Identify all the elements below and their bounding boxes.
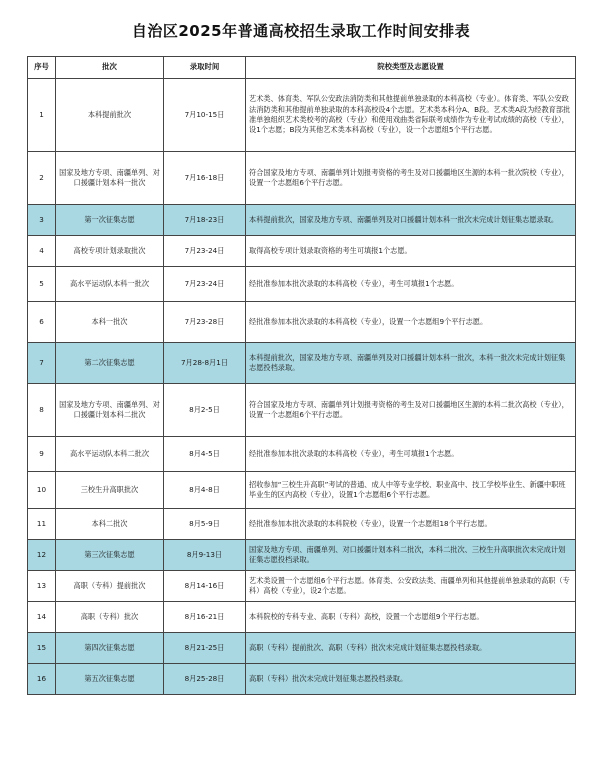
table-row-highlighted bbox=[28, 343, 576, 384]
row-batch: 国家及地方专项、南疆单列、对口援疆计划本科一批次 bbox=[56, 152, 164, 205]
row-batch: 第三次征集志愿 bbox=[56, 540, 164, 571]
document-title: 自治区2025年普通高校招生录取工作时间安排表 bbox=[131, 22, 471, 40]
row-batch: 第一次征集志愿 bbox=[56, 205, 164, 236]
row-time: 8月21-25日 bbox=[164, 633, 246, 664]
row-desc: 艺术类设置一个志愿组6个平行志愿。体育类、公安政法类、南疆单列和其他提前单独录取的高职（专科）高校（专业），设2个志愿。 bbox=[246, 571, 576, 602]
row-time: 7月23-24日 bbox=[164, 236, 246, 267]
row-time: 7月18-23日 bbox=[164, 205, 246, 236]
row-time: 8月5-9日 bbox=[164, 509, 246, 540]
row-time: 8月4-8日 bbox=[164, 472, 246, 509]
table-row-highlighted bbox=[28, 540, 576, 571]
table-row bbox=[28, 236, 576, 267]
row-batch: 第二次征集志愿 bbox=[56, 343, 164, 384]
row-desc: 符合国家及地方专项、南疆单列计划报考资格的考生及对口援疆地区生源的本科二批次高校（专业），设置一个志愿组6个平行志愿。 bbox=[246, 384, 576, 437]
table-header-row bbox=[28, 57, 576, 79]
row-time: 7月23-24日 bbox=[164, 267, 246, 302]
table-row bbox=[28, 152, 576, 205]
row-batch: 三校生升高职批次 bbox=[56, 472, 164, 509]
row-batch: 本科提前批次 bbox=[56, 79, 164, 152]
row-seq: 2 bbox=[28, 152, 56, 205]
row-desc: 取得高校专项计划录取资格的考生可填报1个志愿。 bbox=[246, 236, 576, 267]
row-seq: 15 bbox=[28, 633, 56, 664]
row-seq: 6 bbox=[28, 302, 56, 343]
row-batch: 第五次征集志愿 bbox=[56, 664, 164, 695]
table-row bbox=[28, 302, 576, 343]
table-row bbox=[28, 571, 576, 602]
header-seq: 序号 bbox=[28, 57, 56, 79]
row-time: 8月14-16日 bbox=[164, 571, 246, 602]
row-seq: 5 bbox=[28, 267, 56, 302]
row-seq: 8 bbox=[28, 384, 56, 437]
row-seq: 14 bbox=[28, 602, 56, 633]
row-batch: 高职（专科）提前批次 bbox=[56, 571, 164, 602]
header-desc: 院校类型及志愿设置 bbox=[246, 57, 576, 79]
row-time: 8月4-5日 bbox=[164, 437, 246, 472]
header-time: 录取时间 bbox=[164, 57, 246, 79]
table-row bbox=[28, 602, 576, 633]
row-desc: 高职（专科）批次未完成计划征集志愿投档录取。 bbox=[246, 664, 576, 695]
row-batch: 高校专项计划录取批次 bbox=[56, 236, 164, 267]
row-batch: 高水平运动队本科二批次 bbox=[56, 437, 164, 472]
row-desc: 艺术类、体育类、军队公安政法消防类和其他提前单独录取的本科高校（专业）。体育类、军队公安政法消防类和其他提前单独录取的本科高校设4个志愿。艺术类本科分A、B段。艺术类A段为经教育部批准单独组织艺术类校考的高校（专业）和使用戏曲类省际联考成绩作为专业考试成绩的高校（专业），设1个志愿；B段为其他艺术类本科高校（专业），设一个志愿组5个平行志愿。 bbox=[246, 79, 576, 152]
schedule-table bbox=[27, 56, 576, 695]
row-time: 8月25-28日 bbox=[164, 664, 246, 695]
row-desc: 经批准参加本批次录取的本科高校（专业），考生可填报1个志愿。 bbox=[246, 437, 576, 472]
table-row bbox=[28, 384, 576, 437]
row-seq: 9 bbox=[28, 437, 56, 472]
row-desc: 高职（专科）提前批次、高职（专科）批次未完成计划征集志愿投档录取。 bbox=[246, 633, 576, 664]
row-time: 7月28-8月1日 bbox=[164, 343, 246, 384]
row-batch: 本科一批次 bbox=[56, 302, 164, 343]
row-desc: 经批准参加本批次录取的本科高校（专业），考生可填报1个志愿。 bbox=[246, 267, 576, 302]
row-time: 7月10-15日 bbox=[164, 79, 246, 152]
table-row-highlighted bbox=[28, 664, 576, 695]
row-desc: 本科提前批次，国家及地方专项、南疆单列及对口援疆计划本科一批次未完成计划征集志愿录取。 bbox=[246, 205, 576, 236]
row-seq: 16 bbox=[28, 664, 56, 695]
row-seq: 3 bbox=[28, 205, 56, 236]
row-seq: 11 bbox=[28, 509, 56, 540]
row-desc: 国家及地方专项、南疆单列、对口援疆计划本科二批次，本科二批次、三校生升高职批次未完成计划征集志愿投档录取。 bbox=[246, 540, 576, 571]
row-time: 7月23-28日 bbox=[164, 302, 246, 343]
row-time: 8月2-5日 bbox=[164, 384, 246, 437]
row-desc: 本科院校的专科专业、高职（专科）高校，设置一个志愿组9个平行志愿。 bbox=[246, 602, 576, 633]
row-seq: 13 bbox=[28, 571, 56, 602]
row-desc: 招收参加“三校生升高职”考试的普通、成人中等专业学校、职业高中、技工学校毕业生、新疆中职班毕业生的区内高校（专业），设置1个志愿组6个平行志愿。 bbox=[246, 472, 576, 509]
header-batch: 批次 bbox=[56, 57, 164, 79]
table-row bbox=[28, 437, 576, 472]
row-batch: 第四次征集志愿 bbox=[56, 633, 164, 664]
row-desc: 经批准参加本批次录取的本科高校（专业），设置一个志愿组9个平行志愿。 bbox=[246, 302, 576, 343]
row-desc: 符合国家及地方专项、南疆单列计划报考资格的考生及对口援疆地区生源的本科一批次院校（专业），设置一个志愿组6个平行志愿。 bbox=[246, 152, 576, 205]
table-row bbox=[28, 472, 576, 509]
row-seq: 7 bbox=[28, 343, 56, 384]
row-batch: 高水平运动队本科一批次 bbox=[56, 267, 164, 302]
row-batch: 高职（专科）批次 bbox=[56, 602, 164, 633]
row-time: 8月9-13日 bbox=[164, 540, 246, 571]
row-seq: 12 bbox=[28, 540, 56, 571]
table-row bbox=[28, 79, 576, 152]
row-desc: 本科提前批次，国家及地方专项、南疆单列及对口援疆计划本科一批次，本科一批次未完成计划征集志愿投档录取。 bbox=[246, 343, 576, 384]
table-row bbox=[28, 267, 576, 302]
row-time: 8月16-21日 bbox=[164, 602, 246, 633]
row-time: 7月16-18日 bbox=[164, 152, 246, 205]
row-seq: 10 bbox=[28, 472, 56, 509]
row-seq: 1 bbox=[28, 79, 56, 152]
row-seq: 4 bbox=[28, 236, 56, 267]
table-row-highlighted bbox=[28, 205, 576, 236]
row-desc: 经批准参加本批次录取的本科院校（专业），设置一个志愿组18个平行志愿。 bbox=[246, 509, 576, 540]
table-row bbox=[28, 509, 576, 540]
row-batch: 国家及地方专项、南疆单列、对口援疆计划本科二批次 bbox=[56, 384, 164, 437]
table-row-highlighted bbox=[28, 633, 576, 664]
row-batch: 本科二批次 bbox=[56, 509, 164, 540]
